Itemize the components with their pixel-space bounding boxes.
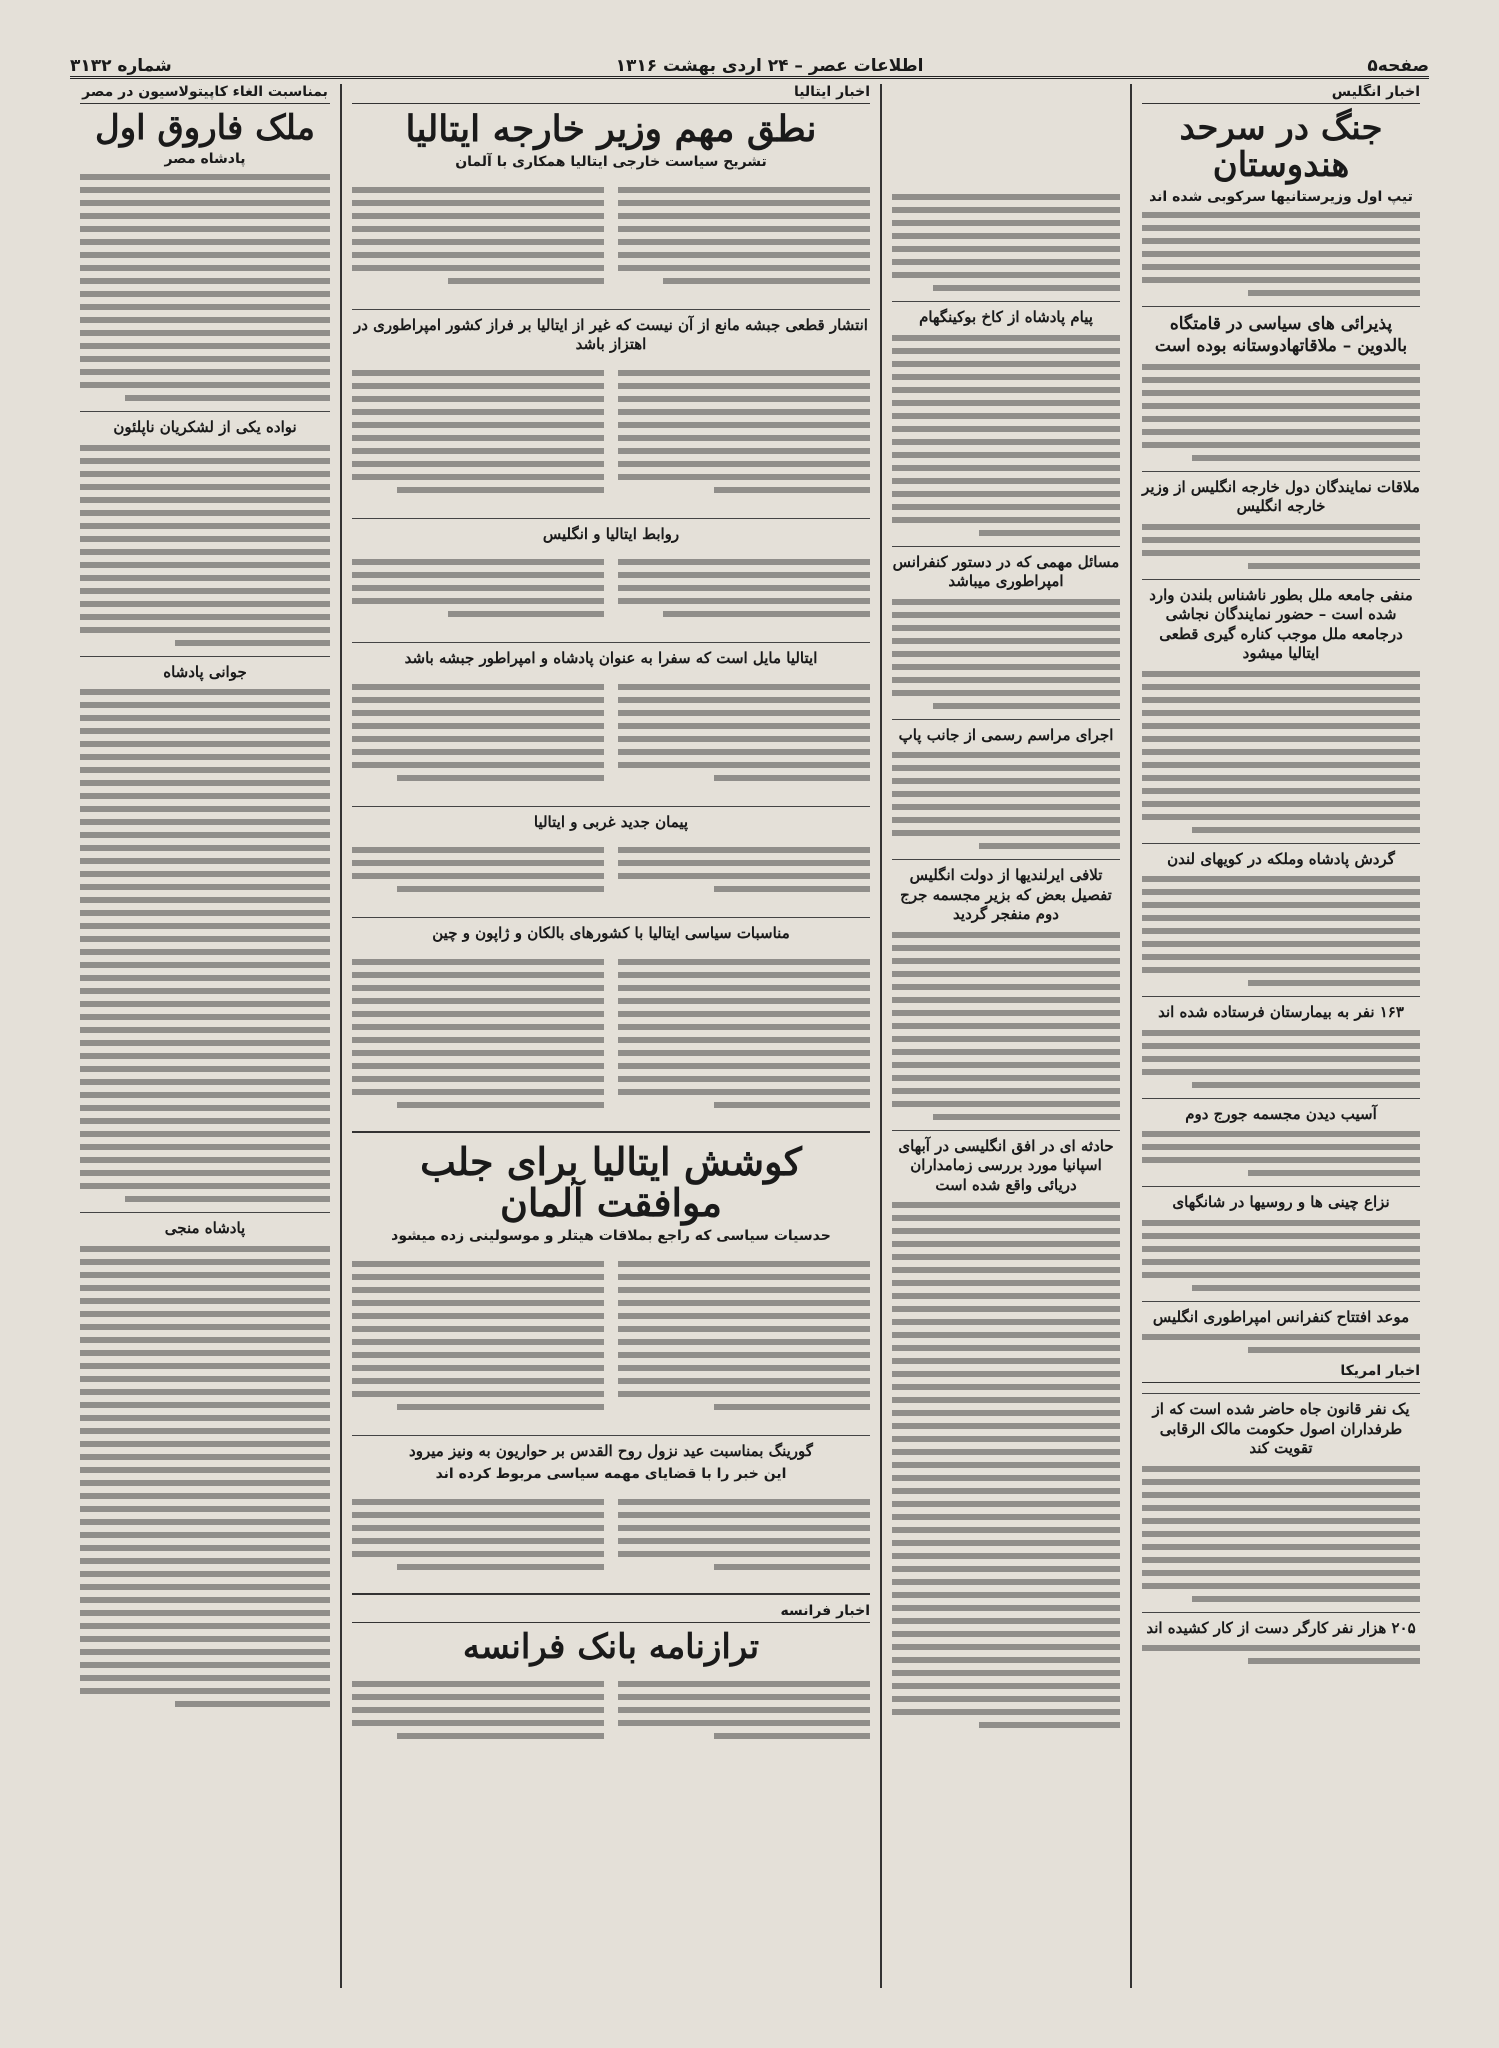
story-headline: پیام پادشاه از کاخ بوکینگهام xyxy=(892,301,1120,328)
body-text xyxy=(1142,212,1420,296)
body-text xyxy=(1142,524,1420,569)
two-column-body xyxy=(352,673,870,796)
body-text xyxy=(352,180,604,291)
body-text xyxy=(80,445,330,646)
issue-number: شماره ۳۱۳۲ xyxy=(70,56,172,76)
divider xyxy=(352,1593,870,1595)
body-text xyxy=(1142,876,1420,986)
story-headline: نواده یکی از لشکریان ناپلئون xyxy=(80,411,330,438)
body-text xyxy=(618,840,870,899)
egypt-top-label: بمناسبت الغاء کاپیتولاسیون در مصر xyxy=(80,84,330,104)
body-text xyxy=(618,363,870,500)
headline-bank-of-france: ترازنامه بانک فرانسه xyxy=(462,1626,760,1667)
story-headline: انتشار قطعی جبشه مانع از آن نیست که غیر از ایتالیا بر فراز کشور امپراطوری در اهتزاز باشد xyxy=(352,309,870,355)
body-text xyxy=(618,1492,870,1577)
subhead-vatican: این خبر را با قضایای مهمه سیاسی مربوط کرده اند xyxy=(435,1465,787,1482)
body-text xyxy=(892,932,1120,1120)
story-headline: اجرای مراسم رسمی از جانب پاپ xyxy=(892,719,1120,746)
body-text xyxy=(618,180,870,291)
story-headline: جوانی پادشاه xyxy=(80,656,330,683)
headline-king-farouk: ملک فاروق اول xyxy=(95,108,315,148)
masthead xyxy=(70,50,1429,79)
two-column-body xyxy=(352,176,870,299)
section-label-italy: اخبار ایتالیا xyxy=(352,84,870,104)
story-headline: ۱۶۳ نفر به بیمارستان فرستاده شده اند xyxy=(1142,996,1420,1023)
body-text xyxy=(892,599,1120,709)
dateline: اطلاعات عصر – ۲۴ اردی بهشت ۱۳۱۶ xyxy=(615,56,924,76)
column-italy-news xyxy=(340,84,880,1988)
body-text xyxy=(618,677,870,788)
two-column-body xyxy=(352,1488,870,1585)
body-text xyxy=(1142,1334,1420,1353)
body-text xyxy=(618,952,870,1115)
body-text xyxy=(892,1202,1120,1728)
body-text xyxy=(80,1246,330,1707)
story-headline: منفی جامعه ملل بطور ناشناس بلندن وارد شده است – حضور نمایندگان نجاشی درجامعه ملل موجب کناره گیری قطعی ایتالیا میشود xyxy=(1142,579,1420,664)
body-text xyxy=(352,363,604,500)
story-headline: موعد افتتاح کنفرانس امپراطوری انگلیس xyxy=(1142,1301,1420,1328)
body-text xyxy=(1142,1466,1420,1602)
story-headline: یک نفر قانون جاه حاضر شده است که از طرفداران اصول حکومت مالک الرقابی تقویت کند xyxy=(1142,1393,1420,1459)
subhead-hitler-mussolini: حدسیات سیاسی که راجع بملاقات هیتلر و موسولینی زده میشود xyxy=(391,1228,831,1245)
body-text xyxy=(1142,1131,1420,1176)
body-text xyxy=(892,194,1120,291)
two-column-body xyxy=(352,836,870,907)
two-column-body xyxy=(352,548,870,632)
section-label-america: اخبار امریکا xyxy=(1142,1363,1420,1383)
body-text xyxy=(1142,364,1420,461)
subhead-waziristan: تیپ اول وزیرستانیها سرکوبی شده اند xyxy=(1149,188,1413,205)
story-headline: ۲۰۵ هزار نفر کارگر دست از کار کشیده اند xyxy=(1142,1612,1420,1639)
body-text xyxy=(352,840,604,899)
story-headline: آسیب دیدن مجسمه جورج دوم xyxy=(1142,1098,1420,1125)
headline-italy-germany-effort: کوشش ایتالیا برای جلب موافقت آلمان xyxy=(420,1138,802,1226)
column-english-news xyxy=(1130,84,1430,1988)
section-label-english: اخبار انگلیس xyxy=(1142,84,1420,104)
body-text xyxy=(618,552,870,624)
story-headline: ایتالیا مایل است که سفرا به عنوان پادشاه و امپراطور جبشه باشد xyxy=(352,642,870,669)
body-text xyxy=(80,689,330,1202)
section-label-france: اخبار فرانسه xyxy=(352,1603,870,1623)
body-text xyxy=(1142,671,1420,833)
body-text xyxy=(352,1674,604,1746)
body-text xyxy=(618,1254,870,1417)
two-column-body xyxy=(352,359,870,508)
body-text xyxy=(352,1254,604,1417)
body-text xyxy=(1142,1645,1420,1664)
body-text xyxy=(80,174,330,401)
story-headline: نزاع چینی ها و روسیها در شانگهای xyxy=(1142,1186,1420,1213)
page-label: صفحه۵ xyxy=(1367,56,1429,76)
headline-italy-foreign-minister: نطق مهم وزیر خارجه ایتالیا xyxy=(405,108,817,150)
body-text xyxy=(892,752,1120,849)
two-column-body xyxy=(352,948,870,1123)
two-column-body xyxy=(352,1250,870,1425)
body-text xyxy=(892,335,1120,536)
headline-india-war: جنگ در سرحد هندوستان xyxy=(1179,108,1383,186)
story-headline: حادثه ای در افق انگلیسی در آبهای اسپانیا مورد بررسی زمامداران دریائی واقع شده است xyxy=(892,1130,1120,1196)
body-text xyxy=(352,952,604,1115)
body-text xyxy=(352,552,604,624)
body-text xyxy=(352,1492,604,1577)
body-text xyxy=(1142,1030,1420,1088)
body-text xyxy=(1142,1220,1420,1291)
story-headline: پیمان جدید غربی و ایتالیا xyxy=(352,806,870,833)
story-headline: تلافی ایرلندیها از دولت انگلیس تفصیل بعض که بزیر مجسمه جرج دوم منفجر گردید xyxy=(892,859,1120,925)
story-headline: مسائل مهمی که در دستور کنفرانس امپراطوری میباشد xyxy=(892,546,1120,592)
story-headline: گورینگ بمناسبت عید نزول روح القدس بر حواریون به ونیز میرود xyxy=(352,1435,870,1462)
column-english-continued xyxy=(880,84,1130,1988)
story-headline: ملاقات نمایندگان دول خارجه انگلیس از وزیر خارجه انگلیس xyxy=(1142,471,1420,517)
subhead-italy-germany: تشریح سیاست خارجی ایتالیا همکاری با آلمان xyxy=(455,153,767,170)
story-headline: گردش پادشاه وملکه در کویهای لندن xyxy=(1142,843,1420,870)
subhead-king-of-egypt: پادشاه مصر xyxy=(164,151,246,168)
two-column-body xyxy=(352,1670,870,1754)
body-text xyxy=(618,1674,870,1746)
column-egypt-news xyxy=(70,84,340,1988)
story-headline: پادشاه منجی xyxy=(80,1212,330,1239)
story-headline: مناسبات سیاسی ایتالیا با کشورهای بالکان و ژاپون و چین xyxy=(352,917,870,944)
body-text xyxy=(352,677,604,788)
story-headline: پذیرائی های سیاسی در قامتگاه بالدوین – ملاقاتهادوستانه بوده است xyxy=(1142,306,1420,357)
story-headline: روابط ایتالیا و انگلیس xyxy=(352,518,870,545)
divider xyxy=(352,1131,870,1133)
